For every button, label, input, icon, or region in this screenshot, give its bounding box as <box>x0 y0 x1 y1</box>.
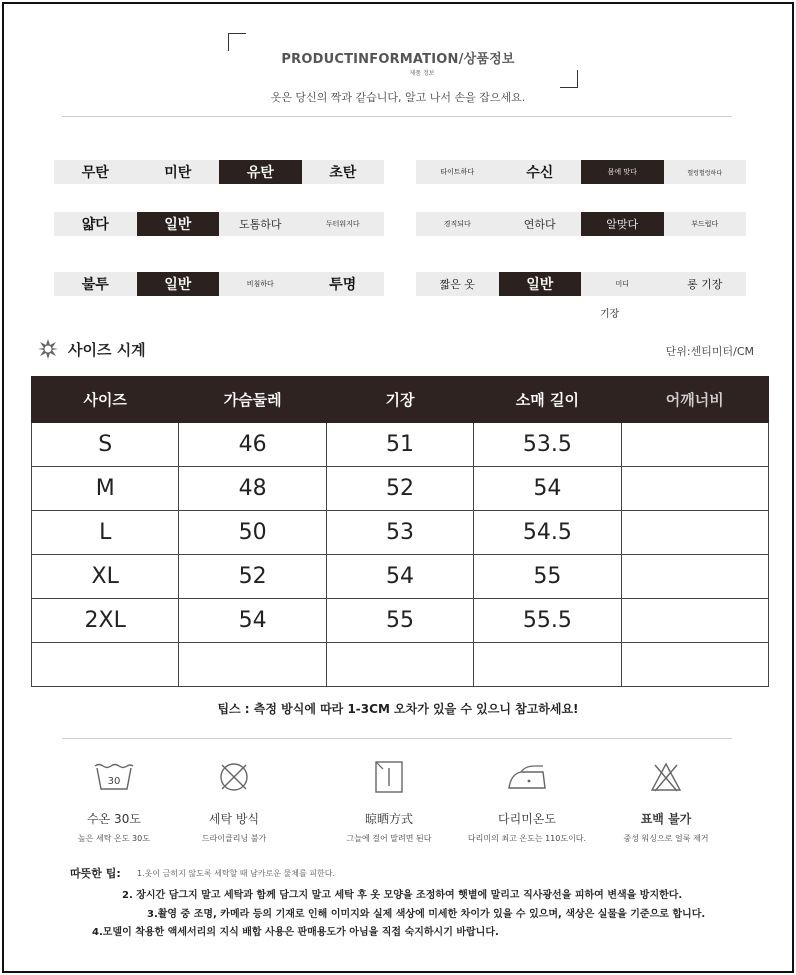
table-cell: 53 <box>326 511 473 555</box>
note-item-1: 1.옷이 금히지 않도록 세탁할 때 남카로운 물체를 피한다. <box>137 869 335 878</box>
property-option: 초탄 <box>329 165 357 181</box>
property-option: 투명 <box>329 277 357 293</box>
size-table-header <box>32 377 769 423</box>
property-option: 불투 <box>81 277 109 293</box>
property-option-selected: 일반 <box>137 272 220 296</box>
care-description: 중성 워싱으로 얼룩 제거 <box>623 834 709 843</box>
property-row <box>54 160 384 184</box>
table-cell: 2XL <box>32 599 179 643</box>
note-item-3: 3.촬영 중 조명, 카메라 등의 기재로 인해 이미지와 실제 색상에 미세한 차이가 있을 수 있으며, 색상은 실물을 기준으로 합니다. <box>147 909 706 920</box>
property-option: 헐렁헐렁하다 <box>687 169 723 177</box>
table-cell <box>326 643 473 687</box>
header-divider <box>62 116 732 117</box>
care-item <box>453 760 601 844</box>
property-option-selected: 유탄 <box>219 160 302 184</box>
table-cell: 54 <box>179 599 326 643</box>
property-option: 수신 <box>526 165 554 181</box>
property-option-selected: 일반 <box>499 272 582 296</box>
property-row <box>416 272 746 296</box>
property-option: 롱 기장 <box>687 278 723 291</box>
iron-icon <box>453 760 601 794</box>
table-row <box>32 643 769 687</box>
size-table-column-header: 소매 길이 <box>474 377 621 423</box>
table-cell: L <box>32 511 179 555</box>
table-cell <box>621 511 768 555</box>
table-cell: S <box>32 423 179 467</box>
size-table-column-header: 사이즈 <box>32 377 179 423</box>
care-label: 다리미온도 <box>498 812 556 826</box>
table-row <box>32 511 769 555</box>
property-option: 미디 <box>615 280 630 288</box>
property-row <box>416 160 746 184</box>
care-description: 높은 세탁 온도 30도 <box>78 834 150 843</box>
care-item <box>160 760 308 844</box>
property-option: 얇다 <box>81 217 109 233</box>
table-cell: 53.5 <box>474 423 621 467</box>
property-option-selected: 몸에 맞다 <box>581 160 664 184</box>
property-option: 부드럽다 <box>691 220 719 228</box>
sun-icon <box>38 339 58 359</box>
size-table <box>31 376 769 687</box>
table-row <box>32 467 769 511</box>
table-cell <box>474 643 621 687</box>
property-option: 미탄 <box>164 165 192 181</box>
property-option: 짧은 옷 <box>439 278 475 291</box>
no-wash-icon <box>160 760 308 794</box>
note-item-2: 2. 장시간 담그지 말고 세탁과 함께 담그지 말고 세탁 후 옷 모양을 조정하여 햇볕에 말리고 직사광선을 피하여 변색을 방지한다. <box>122 890 683 901</box>
table-cell <box>621 555 768 599</box>
table-cell <box>179 643 326 687</box>
care-label: 표백 불가 <box>640 812 692 826</box>
note-item-4: 4.모델이 착용한 액세서리의 지식 배합 사용은 판매용도가 아님을 직접 숙지하시기 바랍니다. <box>92 927 499 938</box>
size-table-column-header: 가슴둘레 <box>179 377 326 423</box>
property-option-selected: 일반 <box>137 212 220 236</box>
property-option: 경직되다 <box>443 220 471 228</box>
care-item <box>315 760 463 844</box>
table-cell: 50 <box>179 511 326 555</box>
table-cell: 55 <box>474 555 621 599</box>
table-cell: 54 <box>474 467 621 511</box>
property-option: 연하다 <box>523 218 556 231</box>
table-cell <box>621 643 768 687</box>
table-cell: 54.5 <box>474 511 621 555</box>
table-row <box>32 599 769 643</box>
page-title-small: 제품 정보 <box>409 70 435 77</box>
care-description: 다리미의 최고 온도는 110도이다. <box>467 834 587 843</box>
property-row <box>54 212 384 236</box>
table-row <box>32 423 769 467</box>
property-option: 비침하다 <box>246 280 274 288</box>
table-cell <box>621 423 768 467</box>
care-label: 세탁 방식 <box>208 812 260 826</box>
table-cell: 52 <box>179 555 326 599</box>
table-cell: 51 <box>326 423 473 467</box>
page-subtitle: 옷은 당신의 짝과 같습니다, 알고 나서 손을 잡으세요. <box>270 91 526 104</box>
property-option: 무탄 <box>81 165 109 181</box>
size-table-column-header: 기장 <box>326 377 473 423</box>
property-option-selected: 알맞다 <box>581 212 664 236</box>
size-table-column-header: 어깨너비 <box>621 377 768 423</box>
notes-label: 따뜻한 팁: <box>70 867 121 880</box>
care-item <box>592 760 740 844</box>
table-cell: M <box>32 467 179 511</box>
table-cell <box>621 467 768 511</box>
table-cell: 52 <box>326 467 473 511</box>
tips-text: 팁스 : 측정 방식에 따라 1-3CM 오차가 있을 수 있으니 참고하세요! <box>217 702 579 716</box>
property-extra-label: 기장 <box>600 309 620 320</box>
care-label: 晾晒方式 <box>364 812 413 826</box>
table-cell: 46 <box>179 423 326 467</box>
tips-divider <box>62 738 732 739</box>
property-row <box>54 272 384 296</box>
table-cell: 54 <box>326 555 473 599</box>
care-description: 드라이클리닝 불가 <box>201 834 267 843</box>
property-option: 두터워지다 <box>325 220 360 228</box>
wash-temperature-label: 30 <box>107 776 121 787</box>
table-cell: 48 <box>179 467 326 511</box>
property-option: 도톰하다 <box>238 218 282 231</box>
care-label: 수온 30도 <box>87 812 141 826</box>
table-cell <box>621 599 768 643</box>
table-cell: 55.5 <box>474 599 621 643</box>
table-cell: XL <box>32 555 179 599</box>
table-row <box>32 555 769 599</box>
care-description: 그늘에 걸어 말려면 된다 <box>346 834 432 843</box>
hang-dry-icon <box>315 760 463 794</box>
table-cell <box>32 643 179 687</box>
size-unit: 단위:센티미터/CM <box>665 345 754 358</box>
no-bleach-icon <box>592 760 740 794</box>
size-section-title: 사이즈 시계 <box>68 341 146 359</box>
page-title: PRODUCTINFORMATION/상품정보 <box>281 52 515 67</box>
property-row <box>416 212 746 236</box>
property-option: 타이트하다 <box>440 168 475 176</box>
table-cell: 55 <box>326 599 473 643</box>
